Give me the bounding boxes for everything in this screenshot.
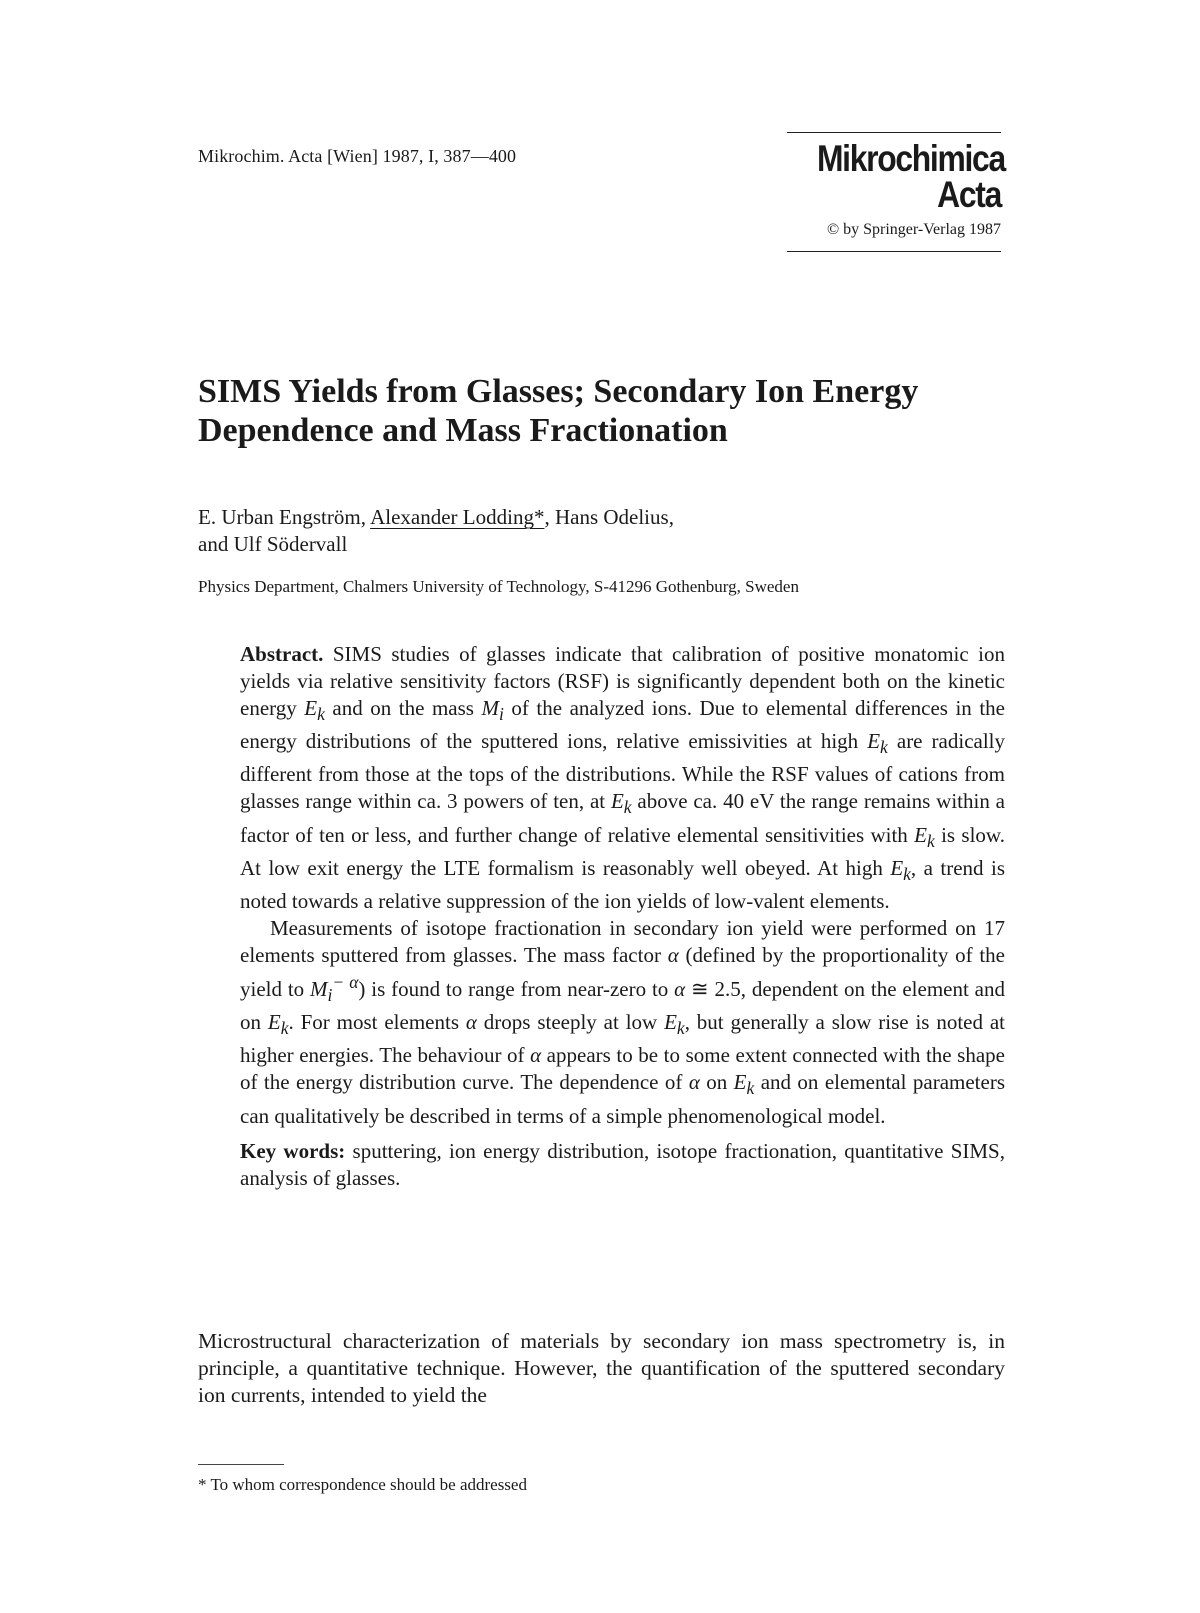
symbol-subscript: k: [623, 797, 632, 818]
abstract-text: , a trend is noted towards a relative suppression of the ion yields of low-valent elements.: [240, 855, 1005, 913]
symbol-subscript: k: [676, 1018, 685, 1039]
abstract-text: above ca. 40 eV the range remains within a factor of ten or less, and further change of relative elemental sensitivities with: [240, 789, 1005, 847]
symbol-energy: E: [890, 855, 904, 880]
keywords-paragraph: [240, 1138, 1005, 1192]
symbol-energy: E: [914, 822, 927, 847]
symbol-energy: E: [867, 729, 881, 754]
abstract-label: Abstract.: [240, 642, 324, 666]
abstract-text: ) is found to range from near-zero to: [358, 976, 675, 1001]
symbol-alpha: α: [530, 1043, 542, 1068]
symbol-alpha: α: [465, 1010, 477, 1035]
abstract-paragraph-2: [240, 915, 1005, 1130]
symbol-subscript: k: [280, 1018, 289, 1039]
abstract-text: appears to be to some extent connected with the shape of the energy distribution curve. The dependence of: [240, 1043, 1005, 1095]
journal-logo-line1: Mikrochimica: [816, 138, 1005, 179]
abstract-text: of the analyzed ions. Due to elemental differences in the energy distributions of the sputtered ions, relative emissivities at high: [240, 696, 1005, 754]
abstract-text: are radically different from those at the tops of the distributions. While the RSF values of cations from glasses range within ca. 3 powers of ten, at: [240, 729, 1006, 814]
author-engstrom: E. Urban Engström,: [198, 505, 366, 529]
abstract-text: 2.5, dependent on the element and on: [240, 976, 1005, 1035]
abstract-text: (defined by the proportionality of the yield to: [240, 942, 1005, 1001]
abstract-text: Measurements of isotope fractionation in secondary ion yield were performed on 17 elements sputtered from glasses. The mass factor: [240, 915, 1005, 967]
masthead-top-rule: [787, 132, 1001, 133]
symbol-subscript: i: [327, 985, 333, 1006]
symbol-energy: E: [610, 789, 624, 814]
symbol-energy: E: [304, 696, 318, 720]
journal-masthead: [787, 132, 1005, 252]
author-affiliation: Physics Department, Chalmers University of Technology, S-41296 Gothenburg, Sweden: [198, 577, 799, 596]
symbol-subscript: k: [903, 863, 911, 884]
abstract-text: drops steeply at low: [476, 1010, 665, 1035]
abstract-text: on: [699, 1070, 734, 1095]
abstract-text: , but generally a slow rise is noted at higher energies. The behaviour of: [240, 1010, 1006, 1068]
symbol-approx: ≅: [691, 976, 709, 1001]
symbol-alpha: α: [667, 942, 679, 967]
abstract-text: is slow. At low exit energy the LTE formalism is reasonably well obeyed. At high: [240, 822, 1005, 880]
masthead-bottom-rule: [787, 251, 1001, 252]
keywords-list: sputtering, ion energy distribution, isotope fractionation, quantitative SIMS, analysis of glasses.: [240, 1138, 1005, 1190]
abstract-text: . For most elements: [288, 1010, 466, 1035]
author-odelius: , Hans Odelius,: [544, 505, 674, 529]
author-list: [198, 504, 998, 558]
symbol-subscript: k: [746, 1078, 755, 1099]
symbol-mass: M: [310, 976, 328, 1001]
abstract-text: and on the mass: [324, 696, 482, 720]
symbol-subscript: k: [926, 830, 935, 851]
author-sodervall: and Ulf Södervall: [198, 532, 348, 556]
abstract-section: [240, 641, 1005, 1192]
footnote: * To whom correspondence should be addressed: [198, 1475, 527, 1494]
symbol-subscript: k: [880, 737, 888, 758]
journal-citation: Mikrochim. Acta [Wien] 1987, I, 387—400: [198, 146, 517, 166]
symbol-subscript: i: [499, 704, 504, 725]
symbol-exponent: − α: [332, 971, 359, 992]
author-lodding: Alexander Lodding*: [370, 505, 545, 529]
abstract-paragraph-1: [240, 641, 1005, 915]
symbol-subscript: k: [317, 704, 325, 725]
copyright-notice: © by Springer-Verlag 1987: [826, 221, 1001, 238]
journal-logo-line2: Acta: [937, 174, 1001, 215]
article-title: SIMS Yields from Glasses; Secondary Ion Energy Dependence and Mass Fractionation: [198, 373, 919, 449]
abstract-text: and on elemental parameters can qualitatively be described in terms of a simple phenomenological model.: [240, 1070, 1005, 1128]
keywords-label: Key words:: [240, 1138, 346, 1163]
footnote-rule: [198, 1464, 284, 1465]
symbol-energy: E: [664, 1010, 677, 1035]
journal-logo: [816, 138, 1005, 215]
symbol-mass: M: [481, 696, 499, 720]
abstract-text: SIMS studies of glasses indicate that calibration of positive monatomic ion yields via relative sensitivity factors (RSF) is significantly dependent both on the kinetic energy: [240, 642, 1005, 720]
symbol-alpha: α: [688, 1070, 700, 1095]
intro-paragraph: Microstructural characterization of materials by secondary ion mass spectrometry is, in principle, a quantitative technique. However, the quantification of the sputtered secondary ion currents, intended to yield the: [198, 1329, 1005, 1407]
symbol-energy: E: [733, 1070, 747, 1095]
symbol-energy: E: [267, 1010, 281, 1035]
symbol-alpha: α: [674, 976, 686, 1001]
